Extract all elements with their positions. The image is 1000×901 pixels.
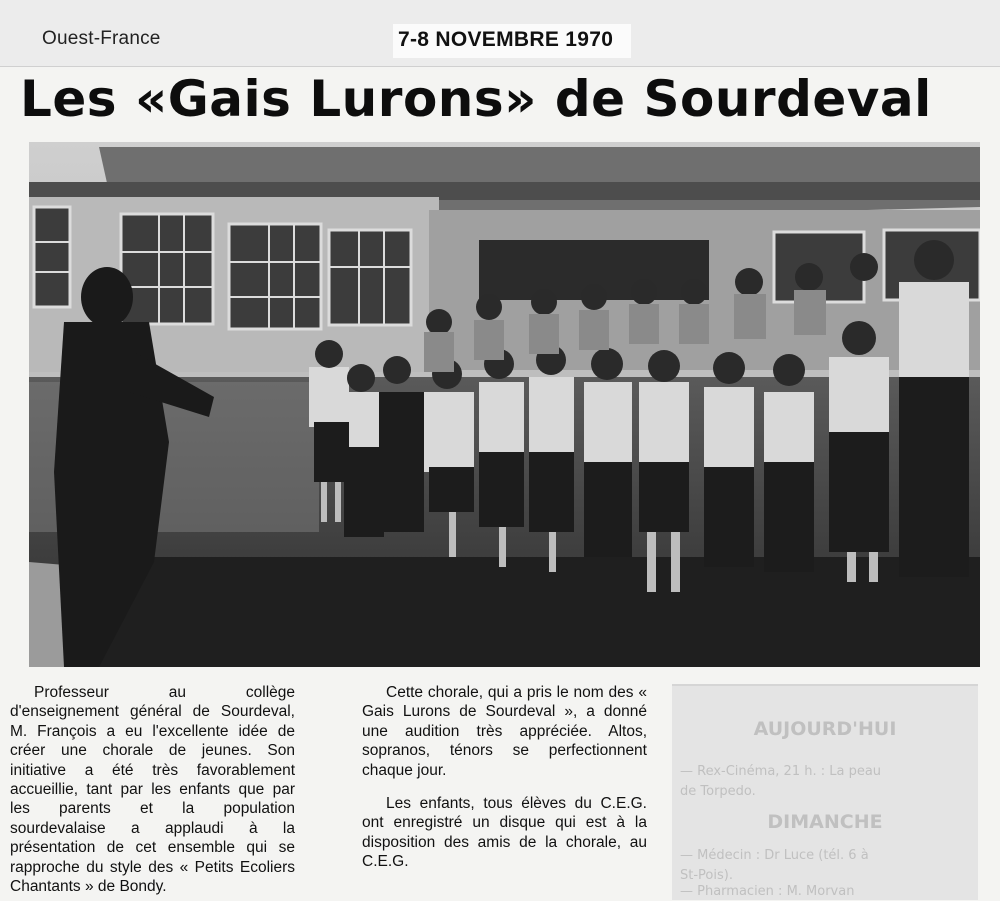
article-column-1: Professeur au collège d'enseignement général de Sourdeval, M. François a eu l'excellente idée de créer une chorale de jeunes. Son initiative a été très favorablement accueillie, tant par les enfants que par les parents et la population sourdevalaise a applaudi à la présentation de cet ensemble qui se rapproche du style des « Petits Ecoliers Chantants » de Bondy. xyxy=(10,684,295,896)
issue-date: 7-8 NOVEMBRE 1970 xyxy=(398,28,614,51)
choir-photo-graphic xyxy=(29,142,980,667)
sidebar-heading-today: AUJOURD'HUI xyxy=(753,718,897,740)
newspaper-name: Ouest-France xyxy=(42,28,161,49)
article-headline: Les «Gais Lurons» de Sourdeval xyxy=(20,70,932,128)
sidebar-heading-sunday: DIMANCHE xyxy=(767,811,883,833)
sidebar-line: — Pharmacien : M. Morvan xyxy=(680,884,855,899)
sidebar-line: — Rex-Cinéma, 21 h. : La peau xyxy=(680,764,882,779)
sidebar-line: — Médecin : Dr Luce (tél. 6 à xyxy=(680,848,869,863)
article-column-2 xyxy=(362,683,647,886)
article-paragraph: Cette chorale, qui a pris le nom des « Gais Lurons de Sourdeval », a donné une audition très appréciée. Altos, sopranos, ténors se perfectionnent chaque jour. xyxy=(362,684,647,779)
article-paragraph: Les enfants, tous élèves du C.E.G. ont enregistré un disque qui est à la disposition des amis de la chorale, au C.E.G. xyxy=(362,795,647,871)
choir-photo xyxy=(29,142,980,667)
adjacent-column-bleed xyxy=(672,684,978,900)
sidebar-line: St-Pois). xyxy=(680,868,733,883)
masthead xyxy=(0,0,1000,67)
sidebar-line: de Torpedo. xyxy=(680,784,756,799)
